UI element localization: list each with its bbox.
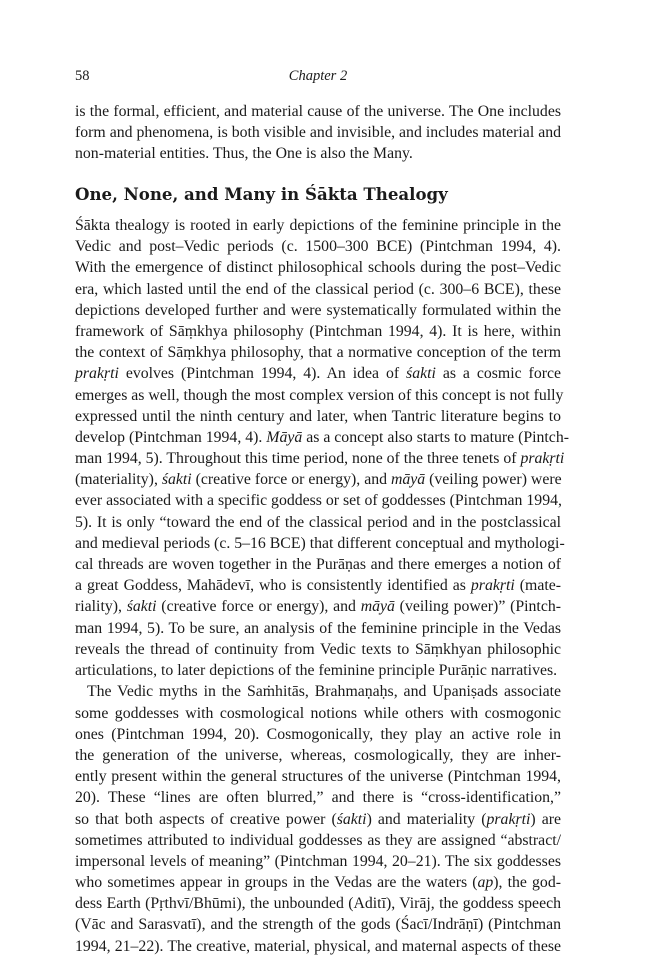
text-line: [75, 469, 561, 490]
text-line: [75, 101, 561, 122]
paragraph-2: [75, 681, 561, 956]
text-line: [75, 321, 561, 342]
chapter-label: Chapter 2: [288, 68, 348, 84]
text-run: (materiality),: [75, 471, 162, 489]
text-run: man 1994, 5). Throughout this time period, none of the three tenets of: [75, 450, 521, 468]
running-head: [75, 68, 561, 88]
text-line: [75, 936, 561, 957]
text-run: ) are: [530, 810, 561, 828]
text-line: [75, 639, 561, 660]
italic-term: śakti: [336, 810, 367, 828]
text-line: [75, 215, 561, 236]
text-run: Śākta thealogy is rooted in early depictions of the feminine principle in the: [75, 217, 561, 234]
text-line: [75, 893, 561, 914]
text-run: as a concept also starts to mature (Pintch-: [302, 428, 569, 446]
text-run: and medieval periods (c. 5–16 BCE) that different conceptual and mythologi-: [75, 534, 565, 552]
text-line: [75, 406, 561, 427]
text-line: [75, 385, 564, 406]
text-run: sometimes attributed to individual goddesses as they are assigned “abstract/: [75, 831, 561, 849]
text-line: [75, 300, 561, 321]
text-run: dess Earth (Pṛthvī/Bhūmi), the unbounded (Aditī), Virāj, the goddess speech: [75, 895, 561, 913]
text-line: [75, 914, 561, 935]
paragraph-1: [75, 215, 569, 681]
text-line: [75, 809, 561, 830]
text-run: form and phenomena, is both visible and invisible, and includes material and: [75, 124, 561, 142]
section-heading: One, None, and Many in Śākta Thealogy: [75, 184, 448, 204]
italic-term: śakti: [161, 471, 192, 489]
text-run: (Vāc and Sarasvatī), and the strength of the gods (Śacī/Indrāṇī) (Pintchman: [75, 916, 561, 934]
italic-term: prakṛti: [75, 365, 119, 383]
text-line: [75, 596, 561, 617]
text-run: man 1994, 5). To be sure, an analysis of the feminine principle in the Vedas: [75, 619, 561, 637]
page-number: 58: [75, 68, 90, 84]
italic-term: prakṛti: [470, 577, 515, 595]
text-line: [75, 554, 561, 575]
text-run: (mate-: [514, 577, 562, 595]
text-line: [75, 257, 561, 278]
text-run: cal threads are woven together in the Purāṇas and there emerges a notion of: [75, 556, 561, 573]
text-run: the generation of the universe, whereas, cosmologically, they are inher-: [75, 746, 561, 764]
text-run: 20). These “lines are often blurred,” and there is “cross-identification,”: [75, 789, 561, 807]
text-run: The Vedic myths in the Saṁhitās, Brahmaṇaḥs, and Upaniṣads associate: [87, 683, 561, 701]
text-run: non-material entities. Thus, the One is also the Many.: [75, 145, 413, 163]
text-line: [75, 851, 561, 872]
text-run: ones (Pintchman 1994, 20). Cosmogonically, they play an active role in: [75, 725, 561, 743]
italic-term: māyā: [360, 598, 395, 616]
text-run: riality),: [75, 598, 127, 616]
text-run: ) and materiality (: [366, 810, 487, 828]
italic-term: Māyā: [266, 428, 303, 446]
text-run: who sometimes appear in groups in the Vedas are the waters (: [75, 874, 478, 892]
text-line: [75, 703, 561, 724]
text-run: reveals the thread of continuity from Vedic texts to Sāṃkhyan philosophic: [75, 640, 561, 658]
text-run: articulations, to later depictions of the feminine principle Purāṇic narratives.: [75, 661, 558, 679]
text-run: With the emergence of distinct philosophical schools during the post–Vedic: [75, 259, 561, 277]
text-line: [75, 766, 561, 787]
text-run: framework of Sāṃkhya philosophy (Pintchman 1994, 4). It is here, within: [75, 322, 561, 340]
italic-term: prakṛti: [520, 450, 565, 468]
text-run: so that both aspects of creative power (: [75, 810, 337, 828]
text-run: (creative force or energy), and: [191, 471, 391, 489]
text-run: (creative force or energy), and: [156, 598, 361, 616]
text-run: impersonal levels of meaning” (Pintchman 1994, 20–21). The six goddesses: [75, 852, 561, 870]
italic-term: ap: [477, 874, 494, 892]
text-line: [75, 342, 561, 363]
italic-term: śakti: [406, 365, 436, 383]
intro-paragraph: [75, 101, 561, 165]
text-run: the context of Sāṃkhya philosophy, that a normative conception of the term: [75, 344, 561, 362]
text-line: [75, 512, 561, 533]
text-run: (veiling power)” (Pintch-: [394, 598, 561, 616]
text-line: [75, 745, 561, 766]
text-run: develop (Pintchman 1994, 4).: [75, 428, 267, 446]
text-run: emerges as well, though the most complex version of this concept is not fully: [75, 386, 564, 404]
text-line: [75, 363, 561, 384]
text-line: [75, 279, 561, 300]
text-line: [75, 236, 561, 257]
text-line: [75, 830, 561, 851]
italic-term: prakṛti: [486, 810, 531, 828]
italic-term: śakti: [126, 598, 157, 616]
text-line: [75, 787, 561, 808]
text-line: [75, 533, 565, 554]
text-run: era, which lasted until the end of the classical period (c. 300–6 BCE), these: [75, 280, 561, 298]
text-run: 5). It is only “toward the end of the classical period and in the postclassical: [75, 513, 561, 531]
text-run: ently present within the general structures of the universe (Pintchman 1994,: [75, 768, 561, 786]
text-line: [75, 427, 569, 448]
text-run: as a cosmic force: [435, 365, 562, 383]
text-run: 1994, 21–22). The creative, material, physical, and maternal aspects of these: [75, 937, 561, 955]
text-run: (veiling power) were: [425, 471, 562, 489]
text-run: a great Goddess, Mahādevī, who is consistently identified as: [75, 577, 471, 595]
text-run: expressed until the ninth century and later, when Tantric literature begins to: [75, 407, 561, 425]
text-line: [75, 490, 561, 511]
text-line: [75, 724, 561, 745]
italic-term: māyā: [390, 471, 426, 489]
text-line: [75, 448, 565, 469]
text-line: [75, 872, 561, 893]
book-page: [75, 0, 569, 975]
text-run: some goddesses with cosmological notions while others with cosmogonic: [75, 704, 561, 722]
text-line: [75, 681, 561, 702]
text-line: [75, 575, 561, 596]
text-run: depictions developed further and were systematically formulated within the: [75, 301, 561, 319]
text-line: [75, 618, 561, 639]
text-line: [75, 122, 561, 143]
text-line: [75, 143, 561, 164]
text-run: ever associated with a specific goddess or set of goddesses (Pintchman 1994,: [75, 492, 562, 510]
text-run: ), the god-: [493, 874, 561, 892]
text-run: evolves (Pintchman 1994, 4). An idea of: [118, 365, 407, 383]
text-run: is the formal, efficient, and material cause of the universe. The One includes: [75, 103, 561, 120]
text-line: [75, 660, 561, 681]
text-run: Vedic and post–Vedic periods (c. 1500–300 BCE) (Pintchman 1994, 4).: [75, 238, 561, 256]
